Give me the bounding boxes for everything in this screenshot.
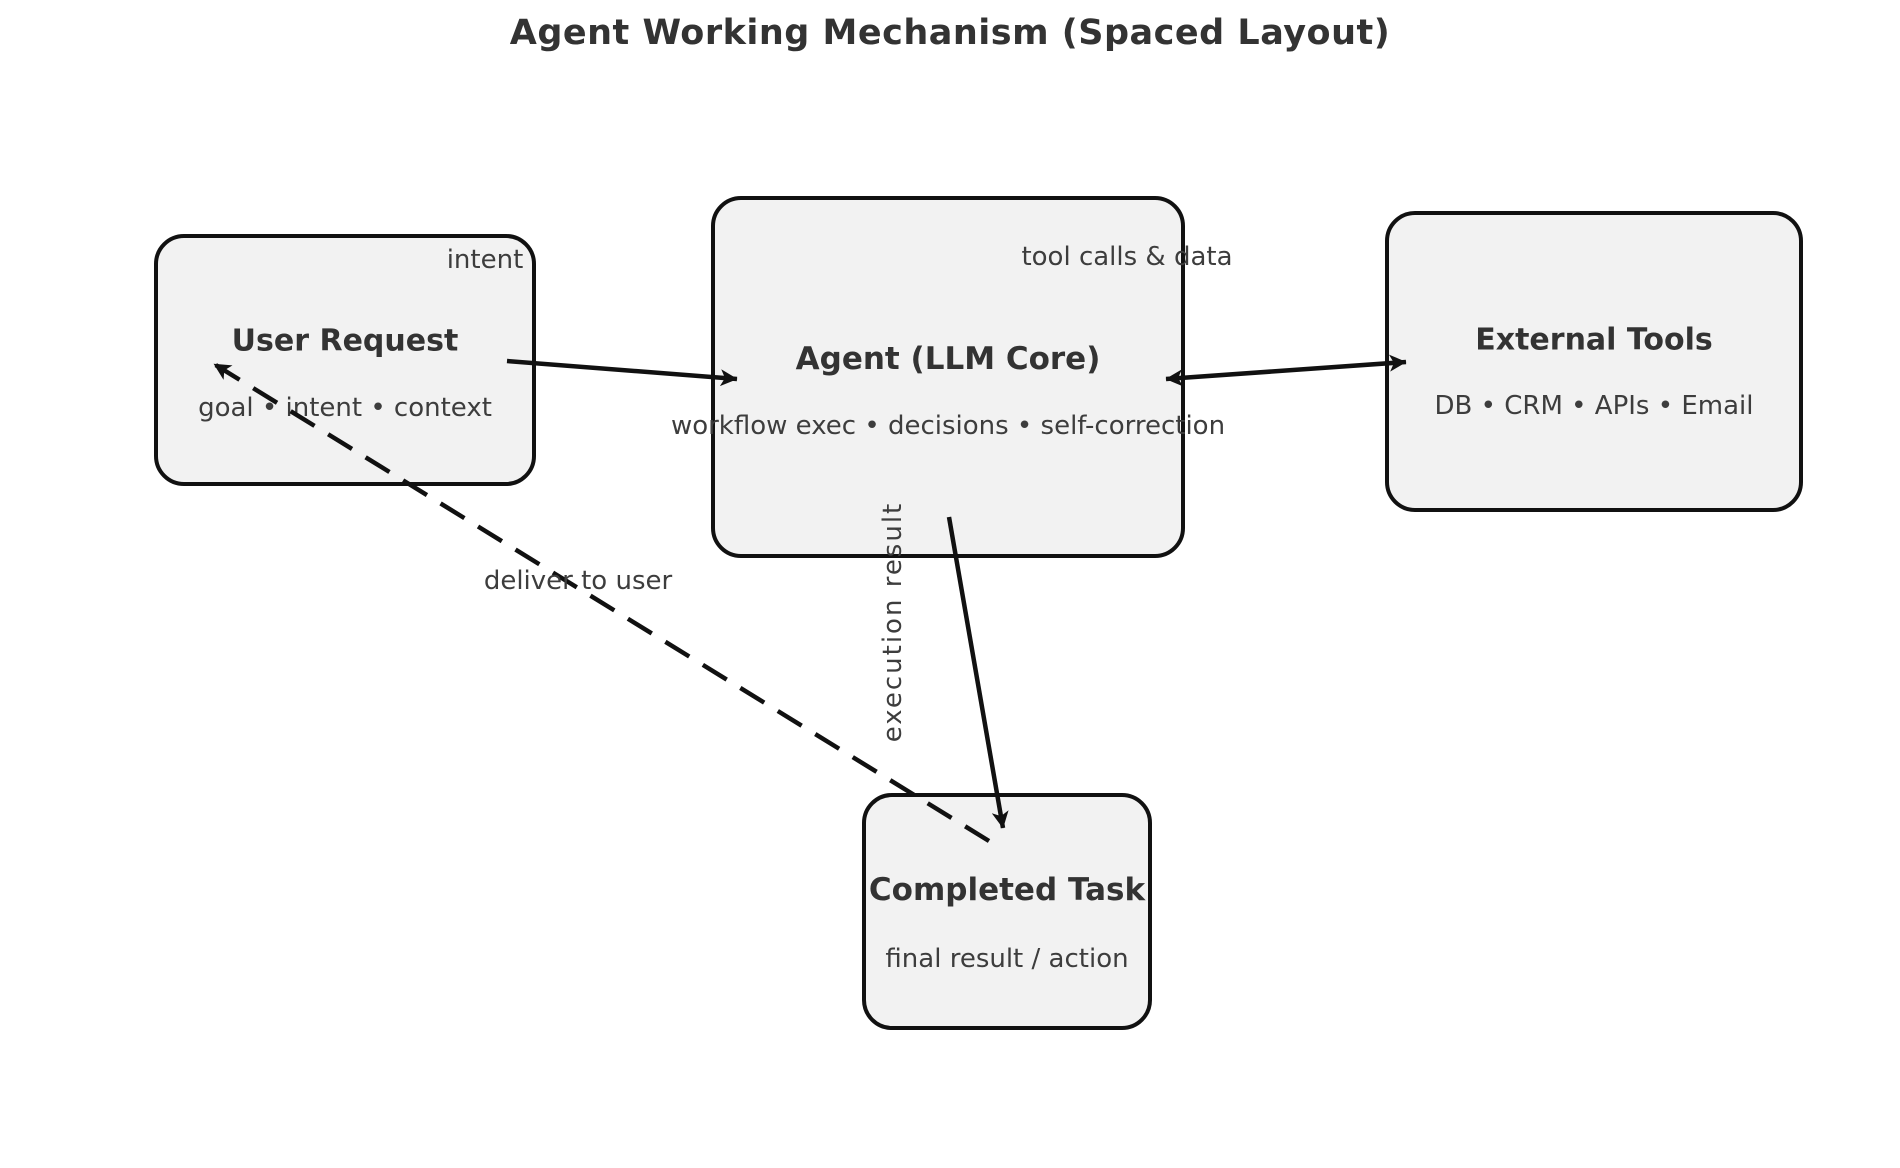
node-external-tools-title: External Tools	[1475, 322, 1713, 358]
node-completed-task-subtitle: final result / action	[885, 944, 1129, 974]
node-external-tools-subtitle: DB • CRM • APIs • Email	[1434, 391, 1754, 421]
arrow-agent-external-tools-bidirectional	[1166, 362, 1406, 379]
arrow-user-request-to-agent	[507, 361, 737, 379]
node-completed-task-title: Completed Task	[868, 872, 1146, 908]
arrow-agent-to-completed-task	[949, 517, 1003, 828]
edge-label-intent: intent	[446, 245, 524, 275]
edge-label-execution-result: execution result	[878, 501, 908, 743]
edge-label-deliver-to-user: deliver to user	[483, 566, 673, 596]
node-agent-title: Agent (LLM Core)	[795, 341, 1101, 377]
arrow-completed-task-to-user-request-dashed	[214, 364, 989, 841]
diagram-title: Agent Working Mechanism (Spaced Layout)	[509, 13, 1391, 53]
node-agent-subtitle: workflow exec • decisions • self-correction	[670, 411, 1226, 441]
node-user-request-title: User Request	[231, 323, 459, 359]
node-user-request-subtitle: goal • intent • context	[198, 393, 492, 423]
edge-label-tool-calls-and-data: tool calls & data	[1021, 242, 1233, 272]
